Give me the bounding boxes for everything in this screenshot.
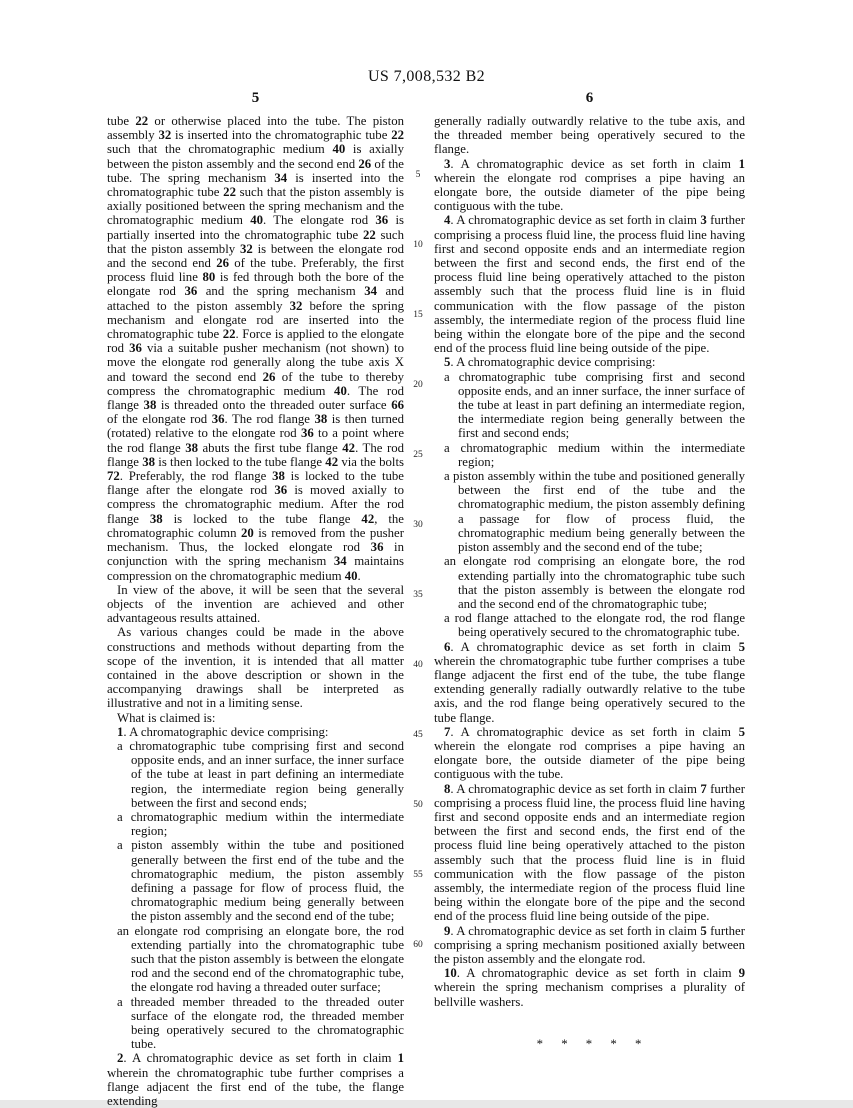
line-number-20: 20 (413, 380, 423, 390)
line-number-10: 10 (413, 240, 423, 250)
claim-5-item: an elongate rod comprising an elongate bore, the rod extending partially into the chromatographic tube such that the piston assembly is between the elongate rod and the second end of the chromatographic tube; (444, 554, 745, 611)
line-number-50: 50 (413, 800, 423, 810)
column-right-body (434, 114, 745, 1051)
patent-number: US 7,008,532 B2 (367, 68, 486, 85)
claim-5-preamble: 5. A chromatographic device comprising: (444, 355, 656, 370)
claim-10: 10. A chromatographic device as set forth in claim 9 wherein the spring mechanism comprises a plurality of bellville washers. (434, 966, 745, 1009)
line-number-35: 35 (413, 590, 423, 600)
claim-5-item: a chromatographic medium within the intermediate region; (444, 440, 745, 469)
claim-8: 8. A chromatographic device as set forth in claim 7 further comprising a process fluid line, the process fluid line having first and second opposite ends and an intermediate region between the first and second ends, the first end of the process fluid line being operatively attached to the piston assembly such that the process fluid line is in fluid communication with the flow passage of the piston assembly, the intermediate region of the process fluid line being within the elongate bore of the pipe and the second end of the process fluid line being outside of the pipe. (434, 781, 745, 924)
line-number-15: 15 (413, 310, 423, 320)
end-of-claims-stars: * * * * * (536, 1036, 643, 1051)
claim-4: 4. A chromatographic device as set forth in claim 3 further comprising a process fluid line, the process fluid line having first and second opposite ends and an intermediate region between the first and second ends, the first end of the process fluid line being operatively attached to the piston assembly such that the process fluid line is in fluid communication with the flow passage of the piston assembly, the intermediate region of the process fluid line being within the elongate bore of the pipe and the second end of the process fluid line being outside of the pipe. (434, 213, 745, 356)
line-number-25: 25 (413, 450, 423, 460)
claims-intro: What is claimed is: (117, 710, 216, 725)
claim-7: 7. A chromatographic device as set forth in claim 5 wherein the elongate rod comprises a pipe having an elongate bore, the outside diameter of the pipe being contiguous with the tube. (434, 724, 745, 782)
column-right (434, 90, 745, 1051)
claim-3: 3. A chromatographic device as set forth in claim 1 wherein the elongate rod comprises a pipe having an elongate bore, the outside diameter of the pipe being contiguous with the tube. (434, 156, 745, 214)
claim-2-continued: generally radially outwardly relative to the tube axis, and the threaded member being operatively secured to the flange. (434, 114, 745, 157)
column-left-body (107, 114, 404, 1108)
claim-1-preamble: 1. A chromatographic device comprising: (117, 724, 329, 739)
line-number-5: 5 (415, 170, 421, 180)
claim-1-item: a chromatographic tube comprising first and second opposite ends, and an inner surface, the inner surface of the tube at least in part defining an intermediate region, the intermediate region being generally between the first and second ends; (117, 738, 404, 810)
column-left (107, 90, 404, 1108)
claim-9: 9. A chromatographic device as set forth in claim 5 further comprising a spring mechanism positioned axially between the piston assembly and the elongate rod. (434, 923, 745, 966)
spec-paragraph: In view of the above, it will be seen that the several objects of the invention are achieved and other advantageous results attained. (107, 582, 404, 626)
claim-5-item: a chromatographic tube comprising first and second opposite ends, and an inner surface, the inner surface of the tube at least in part defining an intermediate region, the intermediate region being generally between the first and second ends; (444, 369, 745, 441)
column-number-left: 5 (251, 90, 260, 106)
claim-1-item: a threaded member threaded to the threaded outer surface of the elongate rod, the threaded member being operatively secured to the chromatographic tube. (117, 994, 404, 1052)
spec-paragraph-continued: tube 22 or otherwise placed into the tube. The piston assembly 32 is inserted into the chromatographic tube 22 such that the chromatographic medium 40 is axially between the piston assembly and the second end 26 of the tube. The spring mechanism 34 is inserted into the chromatographic tube 22 such that the piston assembly is axially positioned between the spring mechanism and the chromatographic medium 40. The elongate rod 36 is partially inserted into the chromatographic tube 22 such that the piston assembly 32 is between the elongate rod and the second end 26 of the tube. Preferably, the first process fluid line 80 is fed through both the bore of the elongate rod 36 and the spring mechanism 34 and attached to the piston assembly 32 before the spring mechanism and elongate rod are inserted into the chromatographic tube 22. Force is applied to the elongate rod 36 via a suitable pusher mechanism (not shown) to move the elongate rod generally along the tube axis X and toward the second end 26 of the tube to thereby compress the chromatographic medium 40. The rod flange 38 is threaded onto the threaded outer surface 66 of the elongate rod 36. The rod flange 38 is then turned (rotated) relative to the elongate rod 36 to a point where the rod flange 38 abuts the first tube flange 42. The rod flange 38 is then locked to the tube flange 42 via the bolts 72. Preferably, the rod flange 38 is locked to the tube flange after the elongate rod 36 is moved axially to compress the chromatographic medium. After the rod flange 38 is locked to the tube flange 42, the chromatographic column 20 is removed from the pusher mechanism. Thus, the locked elongate rod 36 in conjunction with the spring mechanism 34 maintains compression on the chromatographic medium 40. (107, 114, 405, 583)
line-number-30: 30 (413, 520, 423, 530)
claim-5-item: a piston assembly within the tube and positioned generally between the first end of the tube and the chromatographic medium, the piston assembly defining a passage for flow of process fluid, the chromatographic medium being generally between the piston assembly and the second end of the tube; (444, 469, 745, 555)
claim-2: 2. A chromatographic device as set forth in claim 1 wherein the chromatographic tube further comprises a flange adjacent the first end of the tube, the flange extending (107, 1051, 404, 1108)
column-number-right: 6 (585, 90, 594, 106)
claim-5-item: a rod flange attached to the elongate rod, the rod flange being operatively secured to the chromatographic tube. (444, 611, 745, 640)
line-number-55: 55 (413, 870, 423, 880)
page-header (0, 68, 853, 86)
claim-1-item: an elongate rod comprising an elongate bore, the rod extending partially into the chromatographic tube such that the piston assembly is between the elongate rod and the second end of the chromatographic tube, the elongate rod having a threaded outer surface; (117, 923, 404, 995)
line-number-40: 40 (413, 660, 423, 670)
spec-paragraph: As various changes could be made in the above constructions and methods without departing from the scope of the invention, it is intended that all matter contained in the above description or shown in the accompanying drawings shall be interpreted as illustrative and not in a limiting sense. (107, 625, 404, 711)
claim-1-item: a chromatographic medium within the intermediate region; (117, 809, 404, 839)
claim-1-item: a piston assembly within the tube and positioned generally between the first end of the tube and the chromatographic medium, the piston assembly defining a passage for flow of process fluid, the chromatographic medium being generally between the piston assembly and the second end of the tube; (117, 838, 404, 924)
line-number-60: 60 (413, 940, 423, 950)
line-number-45: 45 (413, 730, 423, 740)
claim-6: 6. A chromatographic device as set forth in claim 5 wherein the chromatographic tube further comprises a tube flange adjacent the first end of the tube, the tube flange extending generally radially outwardly relative to the tube axis, and the rod flange being operatively secured to the tube flange. (434, 639, 745, 725)
